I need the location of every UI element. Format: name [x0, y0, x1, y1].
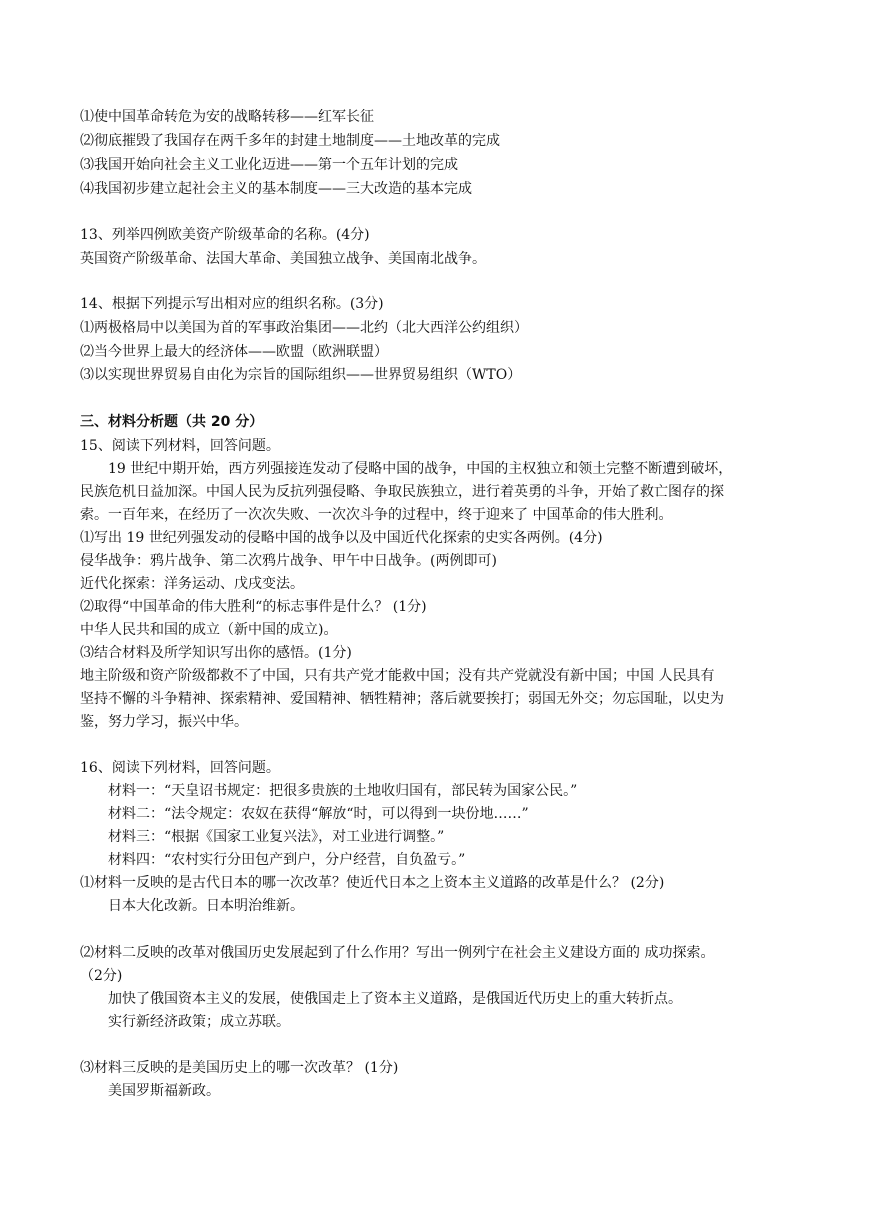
- list-item: ⑵当今世界上最大的经济体——欧盟（欧洲联盟）: [80, 344, 388, 360]
- list-item: ⑶以实现世界贸易自由化为宗旨的国际组织——世界贸易组织（WTO）: [80, 367, 522, 383]
- material-line: 19 世纪中期开始，西方列强接连发动了侵略中国的战争，中国的主权独立和领土完整不断遭到破坏，: [108, 461, 733, 477]
- sub-question: ⑵取得“中国革命的伟大胜利“的标志事件是什么？ (1分): [80, 599, 427, 615]
- answer-line: 实行新经济政策；成立苏联。: [108, 1014, 290, 1030]
- sub-question: ⑴材料一反映的是古代日本的哪一次改革？使近代日本之上资本主义道路的改革是什么？ (2分): [80, 875, 665, 891]
- answer-13: 英国资产阶级革命、法国大革命、美国独立战争、美国南北战争。: [80, 251, 486, 267]
- answer-line: 侵华战争：鸦片战争、第二次鸦片战争、甲午中日战争。(两例即可): [80, 553, 497, 569]
- answer-line: 鉴，努力学习，振兴中华。: [80, 714, 248, 730]
- answer-line: 地主阶级和资产阶级都救不了中国，只有共产党才能救中国；没有共产党就没有新中国；中国 人民具有: [80, 668, 715, 684]
- answer-line: 日本大化改新。日本明治维新。: [108, 898, 304, 914]
- question-16: 16、阅读下列材料，回答问题。: [80, 760, 280, 776]
- sub-question: （2分): [80, 968, 123, 984]
- answer-line: 近代化探索：洋务运动、戊戌变法。: [80, 576, 304, 592]
- list-item: ⑵彻底摧毁了我国存在两千多年的封建土地制度——土地改革的完成: [80, 133, 500, 149]
- material-line: 材料二：“法令规定：农奴在获得“解放“时，可以得到一块份地……”: [108, 806, 529, 822]
- answer-line: 加快了俄国资本主义的发展，使俄国走上了资本主义道路，是俄国近代历史上的重大转折点。: [108, 991, 682, 1007]
- material-line: 材料三：“根据《国家工业复兴法》，对工业进行调整。”: [108, 829, 445, 845]
- material-line: 索。一百年来，在经历了一次次失败、一次次斗争的过程中，终于迎来了 中国革命的伟大胜利。: [80, 507, 673, 523]
- sub-question: ⑶结合材料及所学知识写出你的感悟。(1分): [80, 645, 352, 661]
- list-item: ⑴两极格局中以美国为首的军事政治集团——北约（北大西洋公约组织）: [80, 320, 528, 336]
- section-heading: 三、材料分析题（共 20 分）: [80, 414, 264, 430]
- answer-line: 坚持不懈的斗争精神、探索精神、爱国精神、牺牲精神；落后就要挨打；弱国无外交；勿忘国耻，以史为: [80, 691, 724, 707]
- list-item: ⑷我国初步建立起社会主义的基本制度——三大改造的基本完成: [80, 181, 472, 197]
- answer-line: 美国罗斯福新政。: [108, 1083, 220, 1099]
- question-13: 13、列举四例欧美资产阶级革命的名称。(4分): [80, 227, 370, 243]
- material-line: 材料一：“天皇诏书规定：把很多贵族的土地收归国有，部民转为国家公民。”: [108, 783, 578, 799]
- sub-question: ⑶材料三反映的是美国历史上的哪一次改革？ (1分): [80, 1060, 399, 1076]
- question-15: 15、阅读下列材料，回答问题。: [80, 438, 280, 454]
- sub-question: ⑴写出 19 世纪列强发动的侵略中国的战争以及中国近代化探索的史实各两例。(4分): [80, 530, 603, 546]
- list-item: ⑴使中国革命转危为安的战略转移——红军长征: [80, 109, 374, 125]
- material-line: 民族危机日益加深。中国人民为反抗列强侵略、争取民族独立，进行着英勇的斗争，开始了救亡图存的探: [80, 484, 724, 500]
- list-item: ⑶我国开始向社会主义工业化迈进——第一个五年计划的完成: [80, 157, 458, 173]
- question-14: 14、根据下列提示写出相对应的组织名称。(3分): [80, 296, 384, 312]
- material-line: 材料四：“农村实行分田包产到户，分户经营，自负盈亏。”: [108, 852, 466, 868]
- answer-line: 中华人民共和国的成立（新中国的成立)。: [80, 622, 338, 638]
- sub-question: ⑵材料二反映的改革对俄国历史发展起到了什么作用？写出一例列宁在社会主义建设方面的 成功探索。: [80, 945, 715, 961]
